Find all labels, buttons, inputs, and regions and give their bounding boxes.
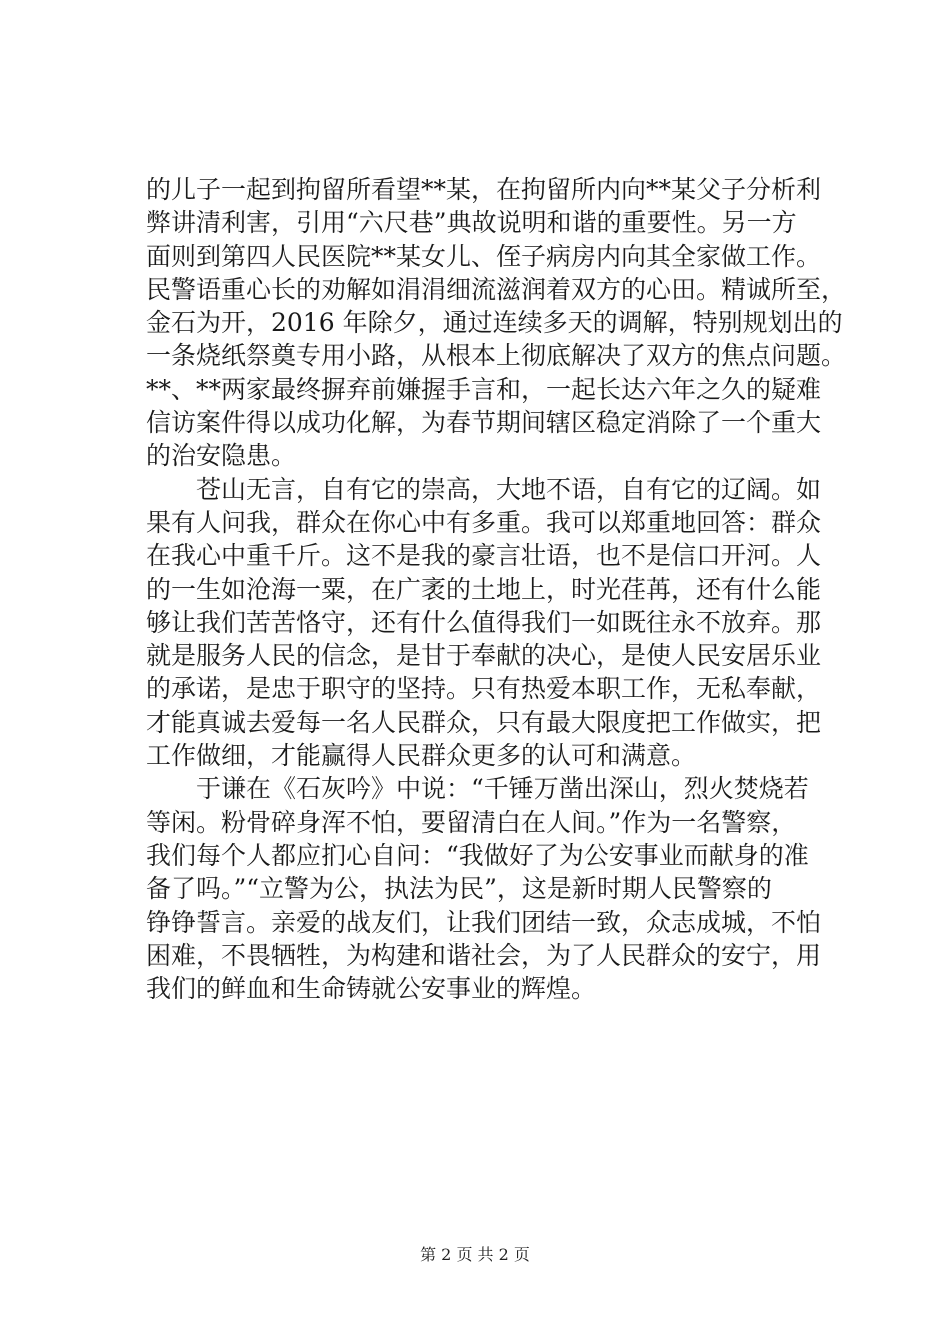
text-line: 困难，不畏牺牲，为构建和谐社会，为了人民群众的安宁，用 — [146, 940, 822, 970]
text-line: 我们的鲜血和生命铸就公安事业的辉煌。 — [146, 974, 597, 1004]
text-line: 的治安隐患。 — [146, 441, 297, 471]
text-line: 才能真诚去爱每一名人民群众，只有最大限度把工作做实，把 — [146, 707, 822, 737]
text-line: 果有人问我，群众在你心中有多重。我可以郑重地回答：群众 — [146, 507, 822, 537]
text-line: 信访案件得以成功化解，为春节期间辖区稳定消除了一个重大 — [146, 408, 822, 438]
text-line: 金石为开，2016 年除夕，通过连续多天的调解，特别规划出的 — [146, 308, 843, 338]
text-line: 面则到第四人民医院**某女儿、侄子病房内向其全家做工作。 — [146, 241, 822, 271]
text-line: 一条烧纸祭奠专用小路，从根本上彻底解决了双方的焦点问题。 — [146, 341, 847, 371]
text-line: 在我心中重千斤。这不是我的豪言壮语，也不是信口开河。人 — [146, 541, 822, 571]
page-footer: 第 2 页 共 2 页 — [420, 1245, 530, 1264]
text-line: 够让我们苦苦恪守，还有什么值得我们一如既往永不放弃。那 — [146, 607, 822, 637]
text-line: 的一生如沧海一粟，在广袤的土地上，时光荏苒，还有什么能 — [146, 574, 822, 604]
text-line: **、**两家最终摒弃前嫌握手言和，一起长达六年之久的疑难 — [146, 374, 822, 404]
text-line: 就是服务人民的信念，是甘于奉献的决心，是使人民安居乐业 — [146, 641, 822, 671]
text-line: 苍山无言，自有它的崇高，大地不语，自有它的辽阔。如 — [146, 474, 822, 504]
text-line: 等闲。粉骨碎身浑不怕，要留清白在人间。”作为一名警察， — [146, 807, 797, 837]
body-text — [146, 173, 856, 1005]
text-line: 备了吗。”“立警为公，执法为民”，这是新时期人民警察的 — [146, 874, 772, 904]
text-line: 工作做细，才能赢得人民群众更多的认可和满意。 — [146, 741, 697, 771]
text-line: 铮铮誓言。亲爱的战友们，让我们团结一致，众志成城，不怕 — [146, 907, 822, 937]
text-line: 的儿子一起到拘留所看望**某，在拘留所内向**某父子分析利 — [146, 175, 822, 204]
text-line: 弊讲清利害，引用“六尺巷”典故说明和谐的重要性。另一方 — [146, 208, 797, 238]
text-line: 民警语重心长的劝解如涓涓细流滋润着双方的心田。精诚所至， — [146, 274, 847, 304]
text-line: 的承诺，是忠于职守的坚持。只有热爱本职工作，无私奉献， — [146, 674, 822, 704]
text-line: 我们每个人都应扪心自问：“我做好了为公安事业而献身的准 — [146, 840, 809, 870]
text-line: 于谦在《石灰吟》中说：“千锤万凿出深山，烈火焚烧若 — [146, 774, 809, 804]
